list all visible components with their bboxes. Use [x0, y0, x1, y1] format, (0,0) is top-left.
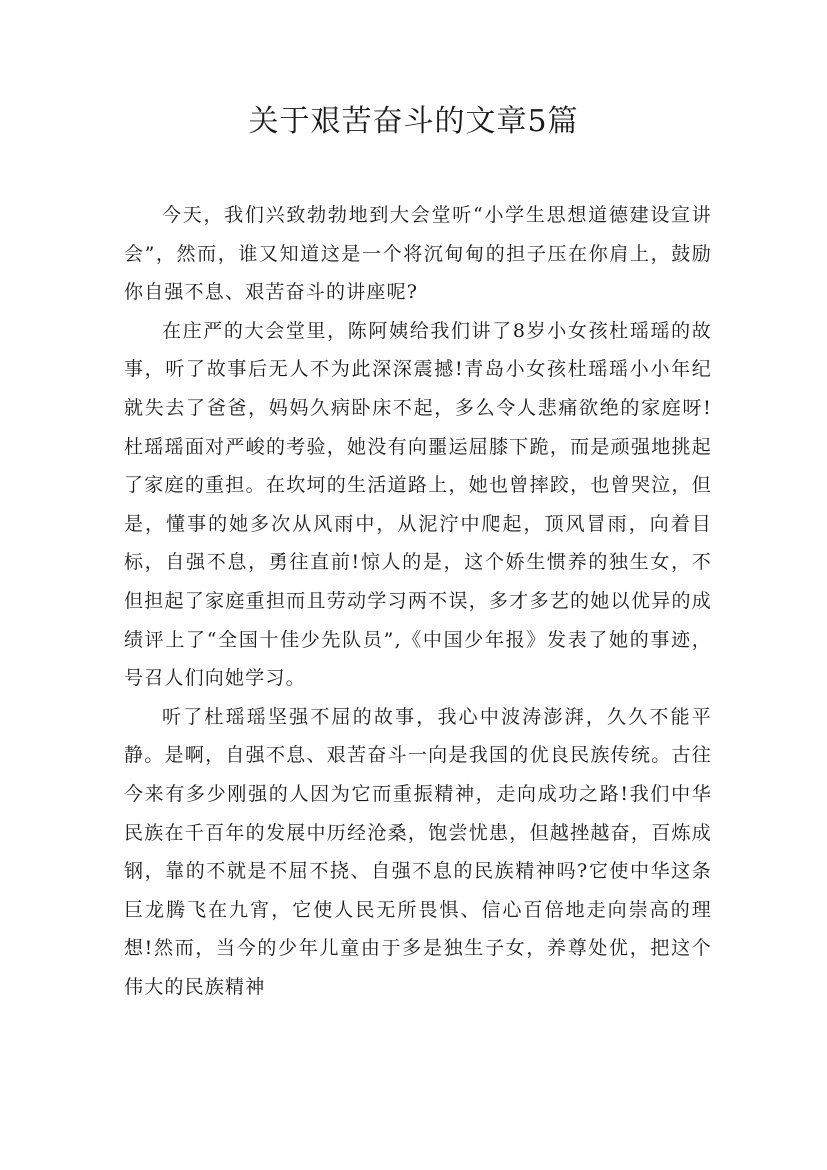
paragraph-2: 在庄严的大会堂里，陈阿姨给我们讲了8岁小女孩杜瑶瑶的故事，听了故事后无人不为此深深震撼!青岛小女孩杜瑶瑶小小年纪就失去了爸爸，妈妈久病卧床不起，多么令人悲痛欲绝的家庭呀!杜瑶瑶面对严峻的考验，她没有向噩运屈膝下跪，而是顽强地挑起了家庭的重担。在坎坷的生活道路上，她也曾摔跤，也曾哭泣，但是，懂事的她多次从风雨中，从泥泞中爬起，顶风冒雨，向着目标，自强不息，勇往直前!惊人的是，这个娇生惯养的独生女，不但担起了家庭重担而且劳动学习两不误，多才多艺的她以优异的成绩评上了“全国十佳少先队员”,《中国少年报》发表了她的事迹，号召人们向她学习。	[124, 319, 712, 690]
paragraph-1: 今天，我们兴致勃勃地到大会堂听“小学生思想道德建设宣讲会”，然而，谁又知道这是一个将沉甸甸的担子压在你肩上，鼓励你自强不息、艰苦奋斗的讲座呢?	[124, 204, 712, 304]
document-body	[124, 196, 712, 1006]
document-title: 关于艰苦奋斗的文章5篇	[248, 104, 579, 139]
paragraph-3: 听了杜瑶瑶坚强不屈的故事，我心中波涛澎湃，久久不能平静。是啊，自强不息、艰苦奋斗一向是我国的优良民族传统。古往今来有多少刚强的人因为它而重振精神，走向成功之路!我们中华民族在千百年的发展中历经沧桑，饱尝忧患，但越挫越奋，百炼成钢，靠的不就是不屈不挠、自强不息的民族精神吗?它使中华这条巨龙腾飞在九宵，它使人民无所畏惧、信心百倍地走向崇高的理想!然而，当今的少年儿童由于多是独生子女，养尊处优，把这个伟大的民族精神	[124, 705, 712, 998]
